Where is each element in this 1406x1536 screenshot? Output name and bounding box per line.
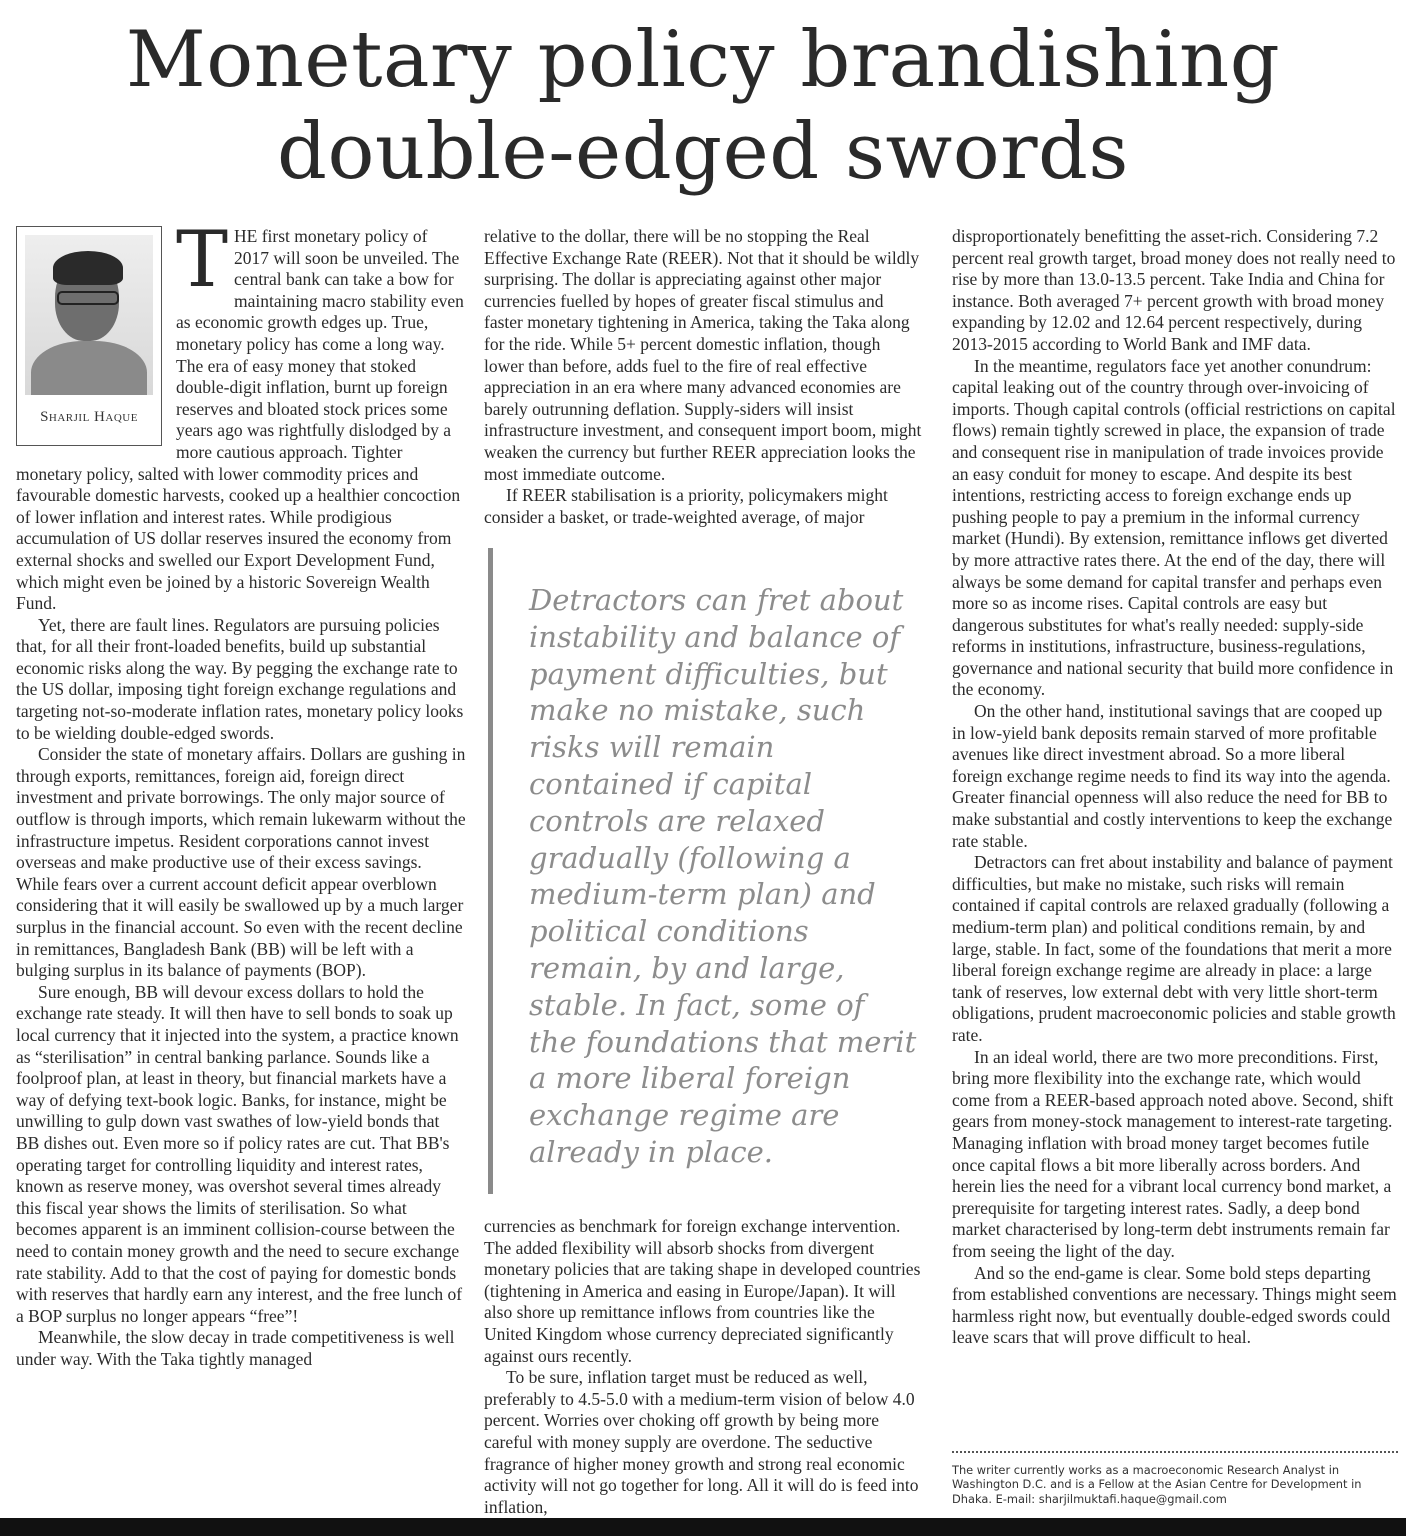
paragraph: disproportionately benefitting the asset-rich. Considering 7.2 percent real growth target, broad money does not really need to rise by more than 13.0-13.5 percent. Take India and China for instance. Both averaged 7+ percent growth with broad money expanding by 12.02 and 12.64 percent respectively, during 2013-2015 according to World Bank and IMF data. <box>952 226 1396 354</box>
author-byline: Sharjil Haque <box>40 409 138 425</box>
paragraph: Consider the state of monetary affairs. Dollars are gushing in through exports, remittances, foreign aid, foreign direct investment and private borrowings. The only major source of outflow is through imports, which remain lukewarm without the infrastructure impetus. Resident corporations cannot invest overseas and make productive use of their excess savings. While fears over a current account deficit appear overblown considering that it will easily be swallowed up by a much larger surplus in the financial account. So even with the recent decline in remittances, Bangladesh Bank (BB) will be left with a bulging surplus in its balance of payments (BOP). <box>16 744 466 981</box>
column-1 <box>16 215 466 1370</box>
paragraph: Yet, there are fault lines. Regulators are pursuing policies that, for all their front-loaded benefits, build up substantial economic risks along the way. By pegging the exchange rate to the US dollar, imposing tight foreign exchange regulations and targeting not-so-moderate inflation rates, monetary policy looks to be wielding double-edged swords. <box>16 614 464 743</box>
paragraph: If REER stabilisation is a priority, policymakers might consider a basket, or trade-weighted average, of major <box>484 485 888 527</box>
drop-cap: T <box>176 215 229 305</box>
paragraph: THE first monetary policy of 2017 will soon be unveiled. The central bank can take a bow for maintaining macro stability even as economic growth edges up. True, monetary policy has come a long way. The era of easy money that stoked double-digit inflation, burnt up foreign reserves and bloated stock prices some years ago was rightfully dislodged by a more cautious approach. Tighter monetary policy, salted with lower commodity prices and favourable domestic harvests, cooked up a healthier concoction of lower inflation and interest rates. While prodigious accumulation of US dollar reserves insured the economy from external shocks and swelled our Export Development Fund, which might even be joined by a historic Sovereign Wealth Fund. <box>16 215 464 614</box>
column-2-bottom <box>484 1216 924 1518</box>
paragraph: currencies as benchmark for foreign exchange intervention. The added flexibility will absorb shocks from divergent monetary policies that are taking shape in developed countries (tightening in America and easing in Europe/Japan). It will also shore up remittance inflows from countries like the United Kingdom whose currency depreciated significantly against ours recently. <box>484 1216 921 1366</box>
author-footnote: The writer currently works as a macroeconomic Research Analyst in Washington D.C. and is a Fellow at the Asian Centre for Development in Dhaka. E-mail: sharjilmuktafi.haque@gmail.com <box>952 1463 1362 1506</box>
headline: Monetary policy brandishing double-edged swords <box>125 15 1281 197</box>
column-2-top <box>484 226 924 528</box>
paragraph: To be sure, inflation target must be reduced as well, preferably to 4.5-5.0 with a medium-term vision of below 4.0 percent. Worries over choking off growth by being more careful with money supply are overdone. The seductive fragrance of higher money growth and strong real economic activity will not go together for long. All it will do is feed into inflation, <box>484 1367 919 1517</box>
pull-quote: Detractors can fret about instability and balance of payment difficulties, but make no mistake, such risks will remain contained if capital controls are relaxed gradually (following a medium-term plan) and political conditions remain, by and large, stable. In fact, some of the foundations that merit a more liberal foreign exchange regime are already in place. <box>488 548 920 1194</box>
paragraph: And so the end-game is clear. Some bold steps departing from established conventions are necessary. Things might seem harmless right now, but eventually double-edged swords could leave scars that will prove difficult to heal. <box>952 1262 1397 1348</box>
paragraph: relative to the dollar, there will be no stopping the Real Effective Exchange Rate (REER). Not that it should be wildly surprising. The dollar is appreciating against other major currencies fuelled by hopes of greater fiscal stimulus and faster monetary tightening in America, taking the Taka along for the ride. While 5+ percent domestic inflation, though lower than before, adds fuel to the fire of real effective appreciation in an era where many advanced economies are barely outrunning deflation. Supply-siders will insist infrastructure investment, and consequent import boom, might weaken the currency but further REER appreciation looks the most immediate outcome. <box>484 226 922 484</box>
paragraph: Sure enough, BB will devour excess dollars to hold the exchange rate steady. It will then have to sell bonds to soak up local currency that it injected into the system, a practice known as “sterilisation” in central banking parlance. Sounds like a foolproof plan, at least in theory, but financial markets have a way of defying text-book logic. Banks, for instance, might be unwilling to gulp down vast swathes of low-yield bonds that BB dishes out. Even more so if policy rates are cut. That BB's operating target for controlling liquidity and interest rates, known as reserve money, was overshot several times already this fiscal year shows the limits of sterilisation. So what becomes apparent is an imminent collision-course between the need to contain money growth and the need to secure exchange rate stability. Add to that the cost of paying for domestic bonds with reserves that hardly earn any interest, and the free lunch of a BOP surplus no longer appears “free”! <box>16 981 463 1326</box>
paragraph: Meanwhile, the slow decay in trade competitiveness is well under way. With the Taka tightly managed <box>16 1327 455 1369</box>
page-bottom-bar <box>0 1518 1406 1536</box>
author-photo <box>25 235 153 395</box>
paragraph: On the other hand, institutional savings that are cooped up in low-yield bank deposits remain starved of more profitable avenues like direct investment abroad. So a more liberal foreign exchange regime needs to find its way into the agenda. Greater financial openness will also reduce the need for BB to make substantial and costly interventions to keep the exchange rate stable. <box>952 701 1393 851</box>
footnote-divider <box>952 1451 1398 1453</box>
paragraph: In the meantime, regulators face yet another conundrum: capital leaking out of the country through over-invoicing of imports. Though capital controls (official restrictions on capital flows) remain tightly screwed in place, the expansion of trade and consequent rise in manipulation of trade invoices provide an easy conduit for money to escape. And despite its best intentions, restricting access to foreign exchange ends up pushing people to pay a premium in the informal currency market (Hundi). By extension, remittance inflows get diverted by more attractive rates there. At the end of the day, there will always be some demand for capital transfer and perhaps even more so as income rises. Capital controls are easy but dangerous substitutes for what's really needed: supply-side reforms in institutions, infrastructure, business-regulations, governance and national security that build more confidence in the economy. <box>952 355 1396 700</box>
author-photo-box <box>16 226 162 446</box>
paragraph: In an ideal world, there are two more preconditions. First, bring more flexibility into the exchange rate, which would come from a REER-based approach noted above. Second, shift gears from money-stock management to interest-rate targeting. Managing inflation with broad money target becomes futile once capital flows a bit more liberally across borders. And herein lies the need for a vibrant local currency bond market, a prerequisite for targeting interest rates. Sadly, a deep bond market characterised by long-term debt instruments remain far from seeing the light of the day. <box>952 1046 1394 1261</box>
paragraph: Detractors can fret about instability and balance of payment difficulties, but make no mistake, such risks will remain contained if capital controls are relaxed gradually (following a medium-term plan) and political conditions remain, by and large, stable. In fact, some of the foundations that merit a more liberal foreign exchange regime are already in place: a large tank of reserves, low external debt with very little short-term obligations, prudent macroeconomic policies and stable growth rate. <box>952 852 1396 1045</box>
column-3 <box>952 226 1398 1349</box>
